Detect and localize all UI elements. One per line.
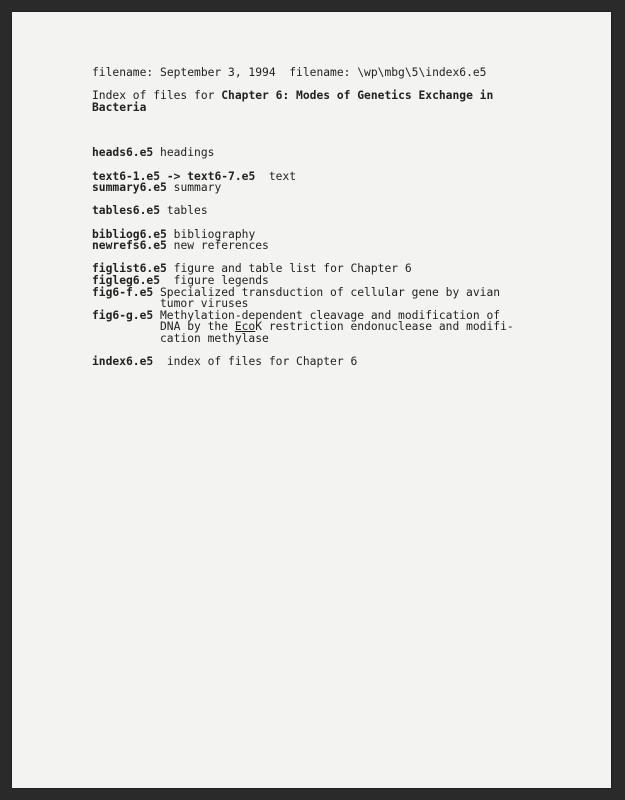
chapter-title-line2: Bacteria: [92, 100, 147, 114]
entry-index: [92, 356, 562, 368]
desc-line: Specialized transduction of cellular gene by avian: [160, 285, 501, 299]
entry-file: heads6.e5: [92, 146, 154, 160]
entry-desc: text: [268, 169, 297, 183]
index-title: [92, 90, 562, 102]
entry-file: bibliog6.e5: [92, 227, 167, 241]
entry-desc: index of files for Chapter 6: [166, 355, 358, 369]
desc-line: cation methylase: [160, 331, 269, 345]
entry-heads: [92, 147, 562, 159]
desc-line-post: K restriction endonuclease and modifi-: [255, 320, 514, 334]
entry-file: tables6.e5: [92, 204, 161, 218]
desc-line-pre: DNA by the: [160, 320, 235, 334]
entry-desc: [160, 287, 562, 310]
arrow: ->: [166, 169, 181, 183]
entry-desc: headings: [160, 146, 215, 160]
desc-line: tumor viruses: [160, 297, 249, 311]
entry-newrefs: [92, 240, 562, 252]
entry-summary: [92, 182, 562, 194]
entry-file: index6.e5: [92, 355, 154, 369]
entry-desc: figure legends: [173, 273, 269, 287]
paper-sheet: [12, 12, 611, 788]
entry-desc: summary: [173, 181, 222, 195]
entry-file: text6-1.e5: [92, 169, 161, 183]
index-title-prefix: Index of files for: [92, 89, 222, 103]
entry-fig-g: [92, 310, 562, 345]
entry-file: fig6-f.e5: [92, 285, 154, 299]
document-body: [92, 67, 562, 368]
entry-desc: figure and table list for Chapter 6: [173, 262, 412, 276]
filename-header: filename: September 3, 1994 filename: \wp\mbg\5\index6.e5: [92, 66, 487, 79]
entry-file: fig6-g.e5: [92, 308, 154, 322]
eco-underlined: Eco: [234, 320, 256, 334]
entry-file: text6-7.e5: [187, 169, 256, 183]
entry-desc: new references: [173, 239, 269, 253]
entry-file: figleg6.e5: [92, 273, 161, 287]
desc-line: Methylation-dependent cleavage and modification of: [160, 308, 501, 322]
entry-file: summary6.e5: [92, 181, 167, 195]
entry-tables: [92, 205, 562, 217]
chapter-title-line1: Chapter 6: Modes of Genetics Exchange in: [221, 89, 494, 103]
entry-file: newrefs6.e5: [92, 239, 167, 253]
entry-fig-f: [92, 287, 562, 310]
entry-file: figlist6.e5: [92, 262, 167, 276]
entry-desc: [160, 310, 562, 345]
entry-desc: bibliography: [173, 227, 256, 241]
entry-desc: tables: [166, 204, 208, 218]
